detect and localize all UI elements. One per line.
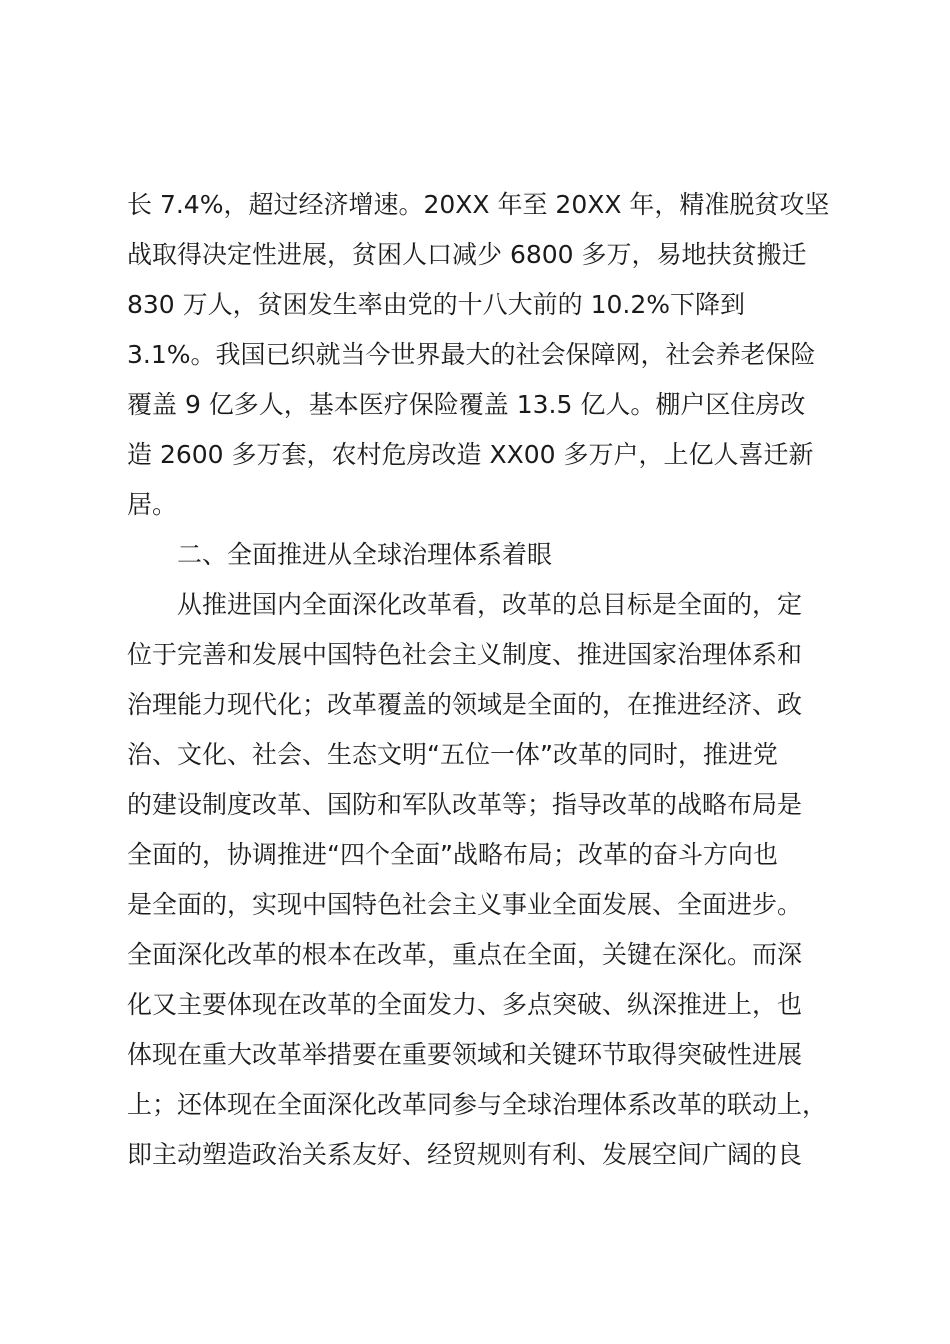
text-line: 治理能力现代化；改革覆盖的领域是全面的，在推进经济、政 [127, 690, 803, 719]
text-line: 即主动塑造政治关系友好、经贸规则有利、发展空间广阔的良 [127, 1140, 803, 1169]
paragraph-1 [127, 180, 847, 530]
text-line: 造 2600 多万套，农村危房改造 XX00 多万户，上亿人喜迁新 [127, 440, 814, 469]
text-line: 长 7.4%，超过经济增速。20XX 年至 20XX 年，精准脱贫攻坚 [127, 190, 830, 219]
text-line: 覆盖 9 亿多人，基本医疗保险覆盖 13.5 亿人。棚户区住房改 [127, 390, 806, 419]
text-line: 战取得决定性进展，贫困人口减少 6800 多万，易地扶贫搬迁 [127, 240, 807, 269]
text-line: 的建设制度改革、国防和军队改革等；指导改革的战略布局是 [127, 790, 803, 819]
text-line: 治、文化、社会、生态文明“五位一体”改革的同时，推进党 [127, 740, 778, 769]
text-line: 从推进国内全面深化改革看，改革的总目标是全面的，定 [177, 590, 803, 619]
text-line: 3.1%。我国已织就当今世界最大的社会保障网，社会养老保险 [127, 340, 816, 369]
text-line: 全面的，协调推进“四个全面”战略布局；改革的奋斗方向也 [127, 840, 778, 869]
text-line: 是全面的，实现中国特色社会主义事业全面发展、全面进步。 [127, 890, 803, 919]
text-line: 全面深化改革的根本在改革，重点在全面，关键在深化。而深 [127, 940, 803, 969]
paragraph-2 [127, 580, 847, 1180]
document-body [127, 180, 847, 1180]
section-heading: 二、全面推进从全球治理体系着眼 [177, 540, 553, 569]
text-line: 居。 [127, 490, 178, 519]
text-line: 上；还体现在全面深化改革同参与全球治理体系改革的联动上， [127, 1090, 828, 1119]
text-line: 体现在重大改革举措要在重要领域和关键环节取得突破性进展 [127, 1040, 803, 1069]
text-line: 830 万人，贫困发生率由党的十八大前的 10.2%下降到 [127, 290, 746, 319]
text-line: 化又主要体现在改革的全面发力、多点突破、纵深推进上，也 [127, 990, 803, 1019]
text-line: 位于完善和发展中国特色社会主义制度、推进国家治理体系和 [127, 640, 803, 669]
